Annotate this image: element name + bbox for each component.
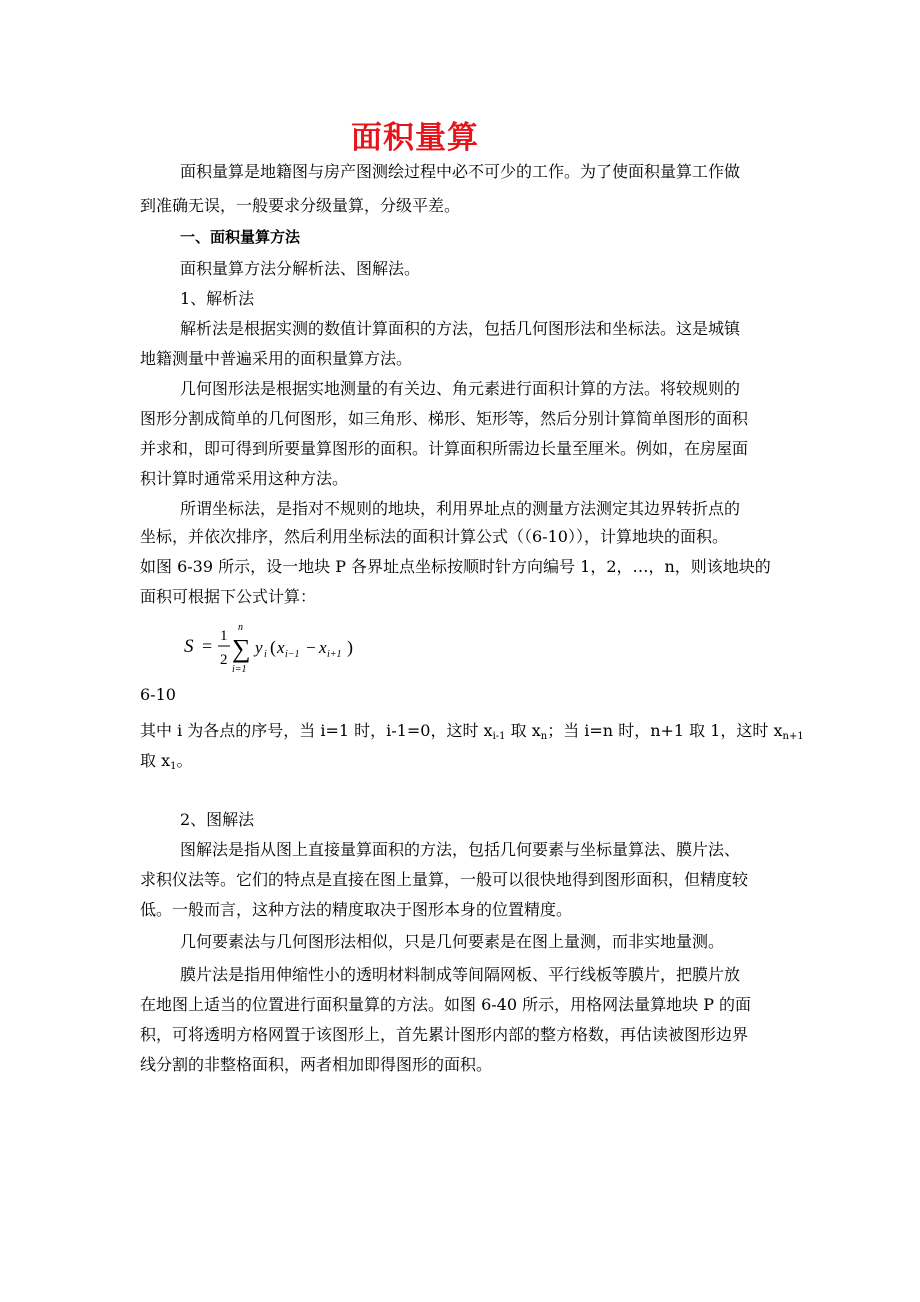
formula-equals: =	[202, 636, 213, 656]
paragraph-line: 图解法是指从图上直接量算面积的方法，包括几何要素与坐标量算法、膜片法、	[180, 840, 741, 859]
area-formula	[182, 616, 382, 676]
sum-symbol: ∑	[232, 634, 251, 663]
formula-lhs: S	[184, 636, 194, 657]
paragraph-line: 地籍测量中普遍采用的面积量算方法。	[140, 349, 413, 368]
sum-lower-limit: i=1	[232, 664, 247, 675]
paragraph-line: 面积可根据下公式计算：	[140, 587, 317, 606]
formula-minus: −	[306, 638, 316, 657]
formula-x2: x	[319, 638, 327, 657]
paragraph-line: 低。一般而言，这种方法的精度取决于图形本身的位置精度。	[140, 900, 573, 919]
paragraph-line: 面积量算是地籍图与房产图测绘过程中必不可少的工作。为了使面积量算工作做	[180, 162, 741, 181]
formula-denominator: 2	[220, 652, 228, 668]
subsection-heading: 2、图解法	[180, 810, 255, 829]
paragraph-line: 面积量算方法分解析法、图解法。	[180, 259, 421, 278]
paragraph-line: 积，可将透明方格网置于该图形上，首先累计图形内部的整方格数，再估读被图形边界	[140, 1025, 749, 1044]
subsection-heading: 1、解析法	[180, 289, 255, 308]
paragraph-line: 膜片法是指用伸缩性小的透明材料制成等间隔网板、平行线板等膜片，把膜片放	[180, 965, 741, 984]
paragraph-line: 如图 6-39 所示，设一地块 P 各界址点坐标按顺时针方向编号 1，2，…，n，则该地块的	[140, 557, 771, 576]
paragraph-line: 坐标，并依次排序，然后利用坐标法的面积计算公式（（6-10）），计算地块的面积。	[140, 527, 728, 546]
formula-note-line: 取 $x_1$。	[140, 751, 193, 772]
formula-y: y	[255, 638, 263, 657]
paragraph-line: 积计算时通常采用这种方法。	[140, 469, 349, 488]
paragraph-line: 求积仪法等。它们的特点是直接在图上量算，一般可以很快地得到图形面积，但精度较	[140, 870, 749, 889]
paragraph-line: 几何图形法是根据实地测量的有关边、角元素进行面积计算的方法。将较规则的	[180, 379, 741, 398]
paragraph-line: 到准确无误，一般要求分级量算，分级平差。	[140, 196, 461, 215]
paragraph-line: 几何要素法与几何图形法相似，只是几何要素是在图上量测，而非实地量测。	[180, 932, 725, 951]
formula-open-paren: (	[270, 637, 276, 657]
section-heading: 一、面积量算方法	[180, 228, 301, 246]
paragraph-line: 图形分割成简单的几何图形，如三角形、梯形、矩形等，然后分别计算简单图形的面积	[140, 409, 749, 428]
paragraph-line: 解析法是根据实测的数值计算面积的方法，包括几何图形法和坐标法。这是城镇	[180, 319, 741, 338]
sum-upper-limit: n	[238, 622, 243, 633]
formula-numerator: 1	[220, 628, 228, 644]
formula-x2-sub: i+1	[327, 649, 342, 660]
formula-x1-sub: i−1	[285, 649, 300, 660]
page-title: 面积量算	[351, 120, 479, 156]
formula-number: 6-10	[140, 685, 176, 704]
paragraph-line: 线分割的非整格面积，两者相加即得图形的面积。	[140, 1055, 493, 1074]
paragraph-line: 在地图上适当的位置进行面积量算的方法。如图 6-40 所示，用格网法量算地块 P 的面	[140, 995, 752, 1014]
formula-close-paren: )	[347, 637, 353, 657]
formula-y-sub: i	[264, 649, 267, 660]
formula-x1: x	[277, 638, 285, 657]
paragraph-line: 所谓坐标法，是指对不规则的地块，利用界址点的测量方法测定其边界转折点的	[180, 499, 741, 518]
paragraph-line: 并求和，即可得到所要量算图形的面积。计算面积所需边长量至厘米。例如，在房屋面	[140, 439, 749, 458]
formula-note-line: 其中 i 为各点的序号，当 i=1 时，i-1=0，这时 $x_{i-1}$ 取 $x_n$；当 i=n 时，n+1 取 1，这时 $x_{n+1}$	[140, 721, 804, 742]
